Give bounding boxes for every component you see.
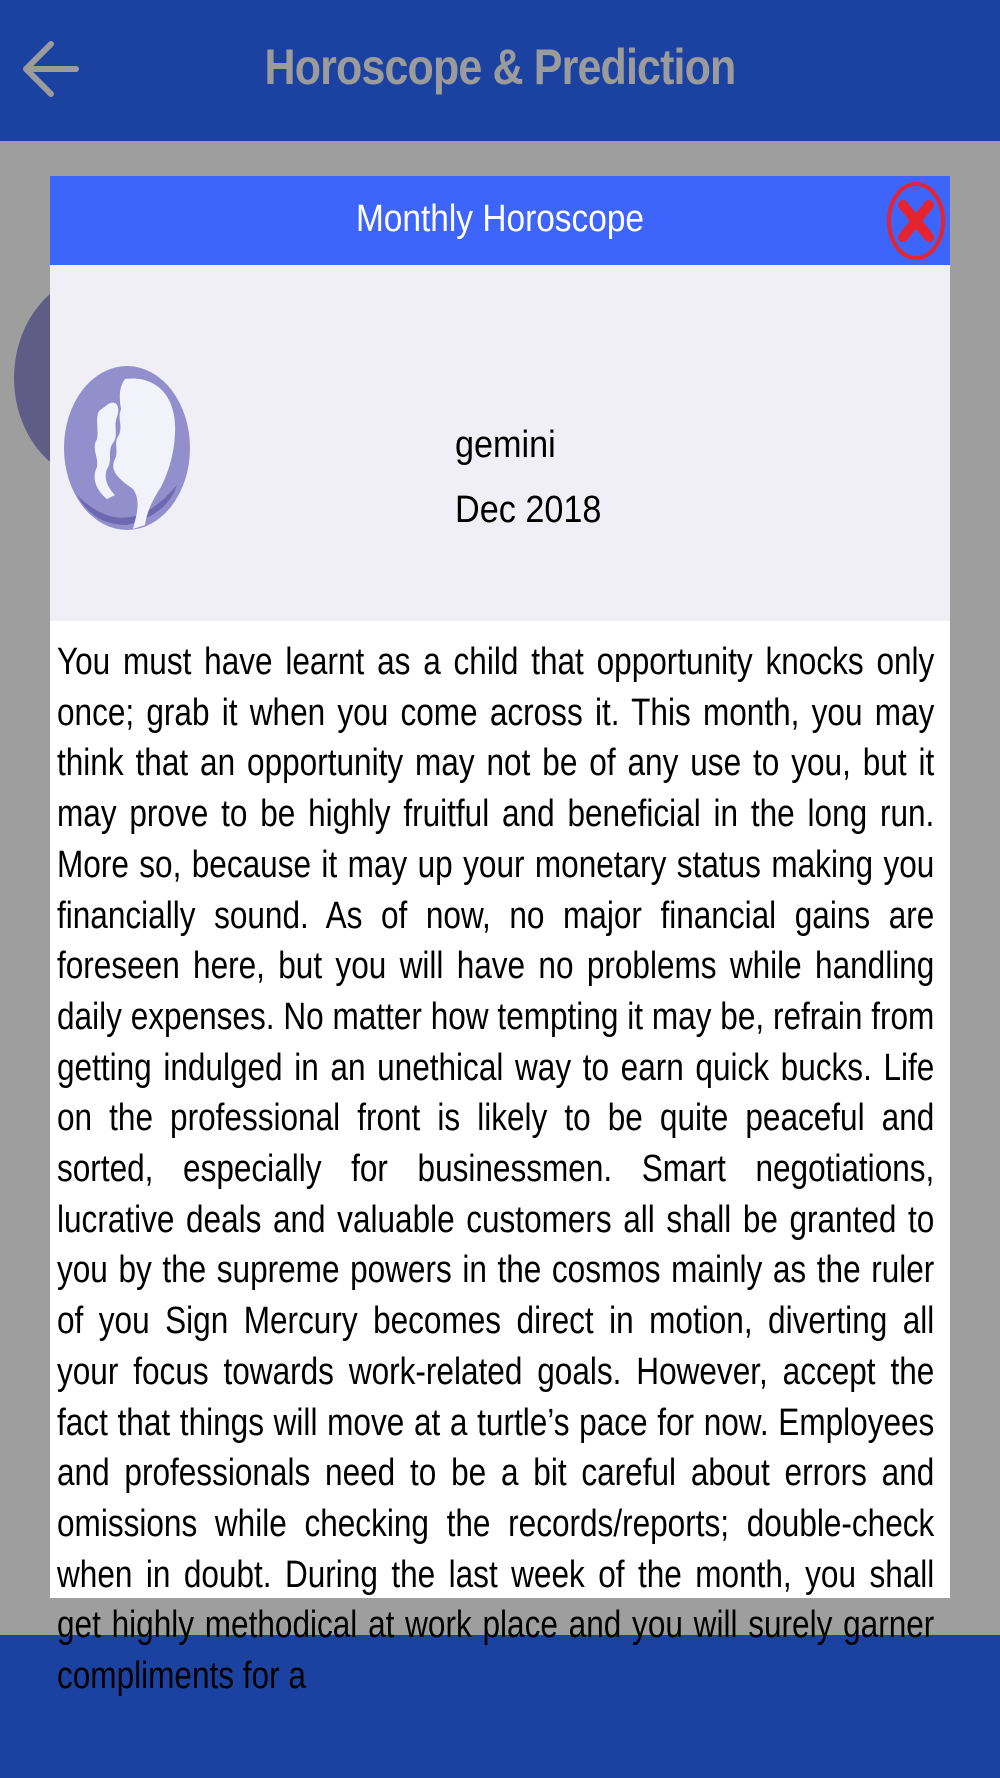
- dialog-title: Monthly Horoscope: [355, 198, 645, 240]
- sign-name: gemini: [455, 424, 556, 466]
- horoscope-reading-text: You must have learnt as a child that opportunity knocks only once; grab it when you come across it. This month, you may think that an opportunity may not be of any use to you, but it may prove to be highly fruitful and beneficial in the long run. More so, because it may up your monetary status making you financially sound. As of now, no major financial gains are foreseen here, but you will have no problems while handling daily expenses. No matter how tempting it may be, refrain from getting indulged in an unethical way to earn quick bucks. Life on the professional front is likely to be quite peaceful and sorted, especially for businessmen. Smart negotiations, lucrative deals and valuable customers all shall be granted to you by the supreme powers in the cosmos mainly as the ruler of you Sign Mercury becomes direct in motion, diverting all your focus towards work-related goals. However, accept the fact that things will move at a turtle’s pace for now. Employees and professionals need to be a bit careful about errors and omissions while checking the records/reports; double-check when in doubt. During the last week of the month, you shall get highly methodical at work place and you will surely garner compliments for a: [57, 641, 935, 1698]
- page-title: Horoscope & Prediction: [264, 39, 736, 95]
- gemini-sign-icon: [63, 365, 191, 531]
- close-icon[interactable]: [886, 181, 946, 261]
- sign-info-panel: [50, 265, 950, 621]
- app-bar: [0, 0, 1000, 141]
- horoscope-dialog: [50, 176, 950, 1698]
- reading-scroll-area[interactable]: [50, 621, 950, 1698]
- sign-period: Dec 2018: [455, 489, 602, 531]
- dialog-header: [50, 176, 950, 265]
